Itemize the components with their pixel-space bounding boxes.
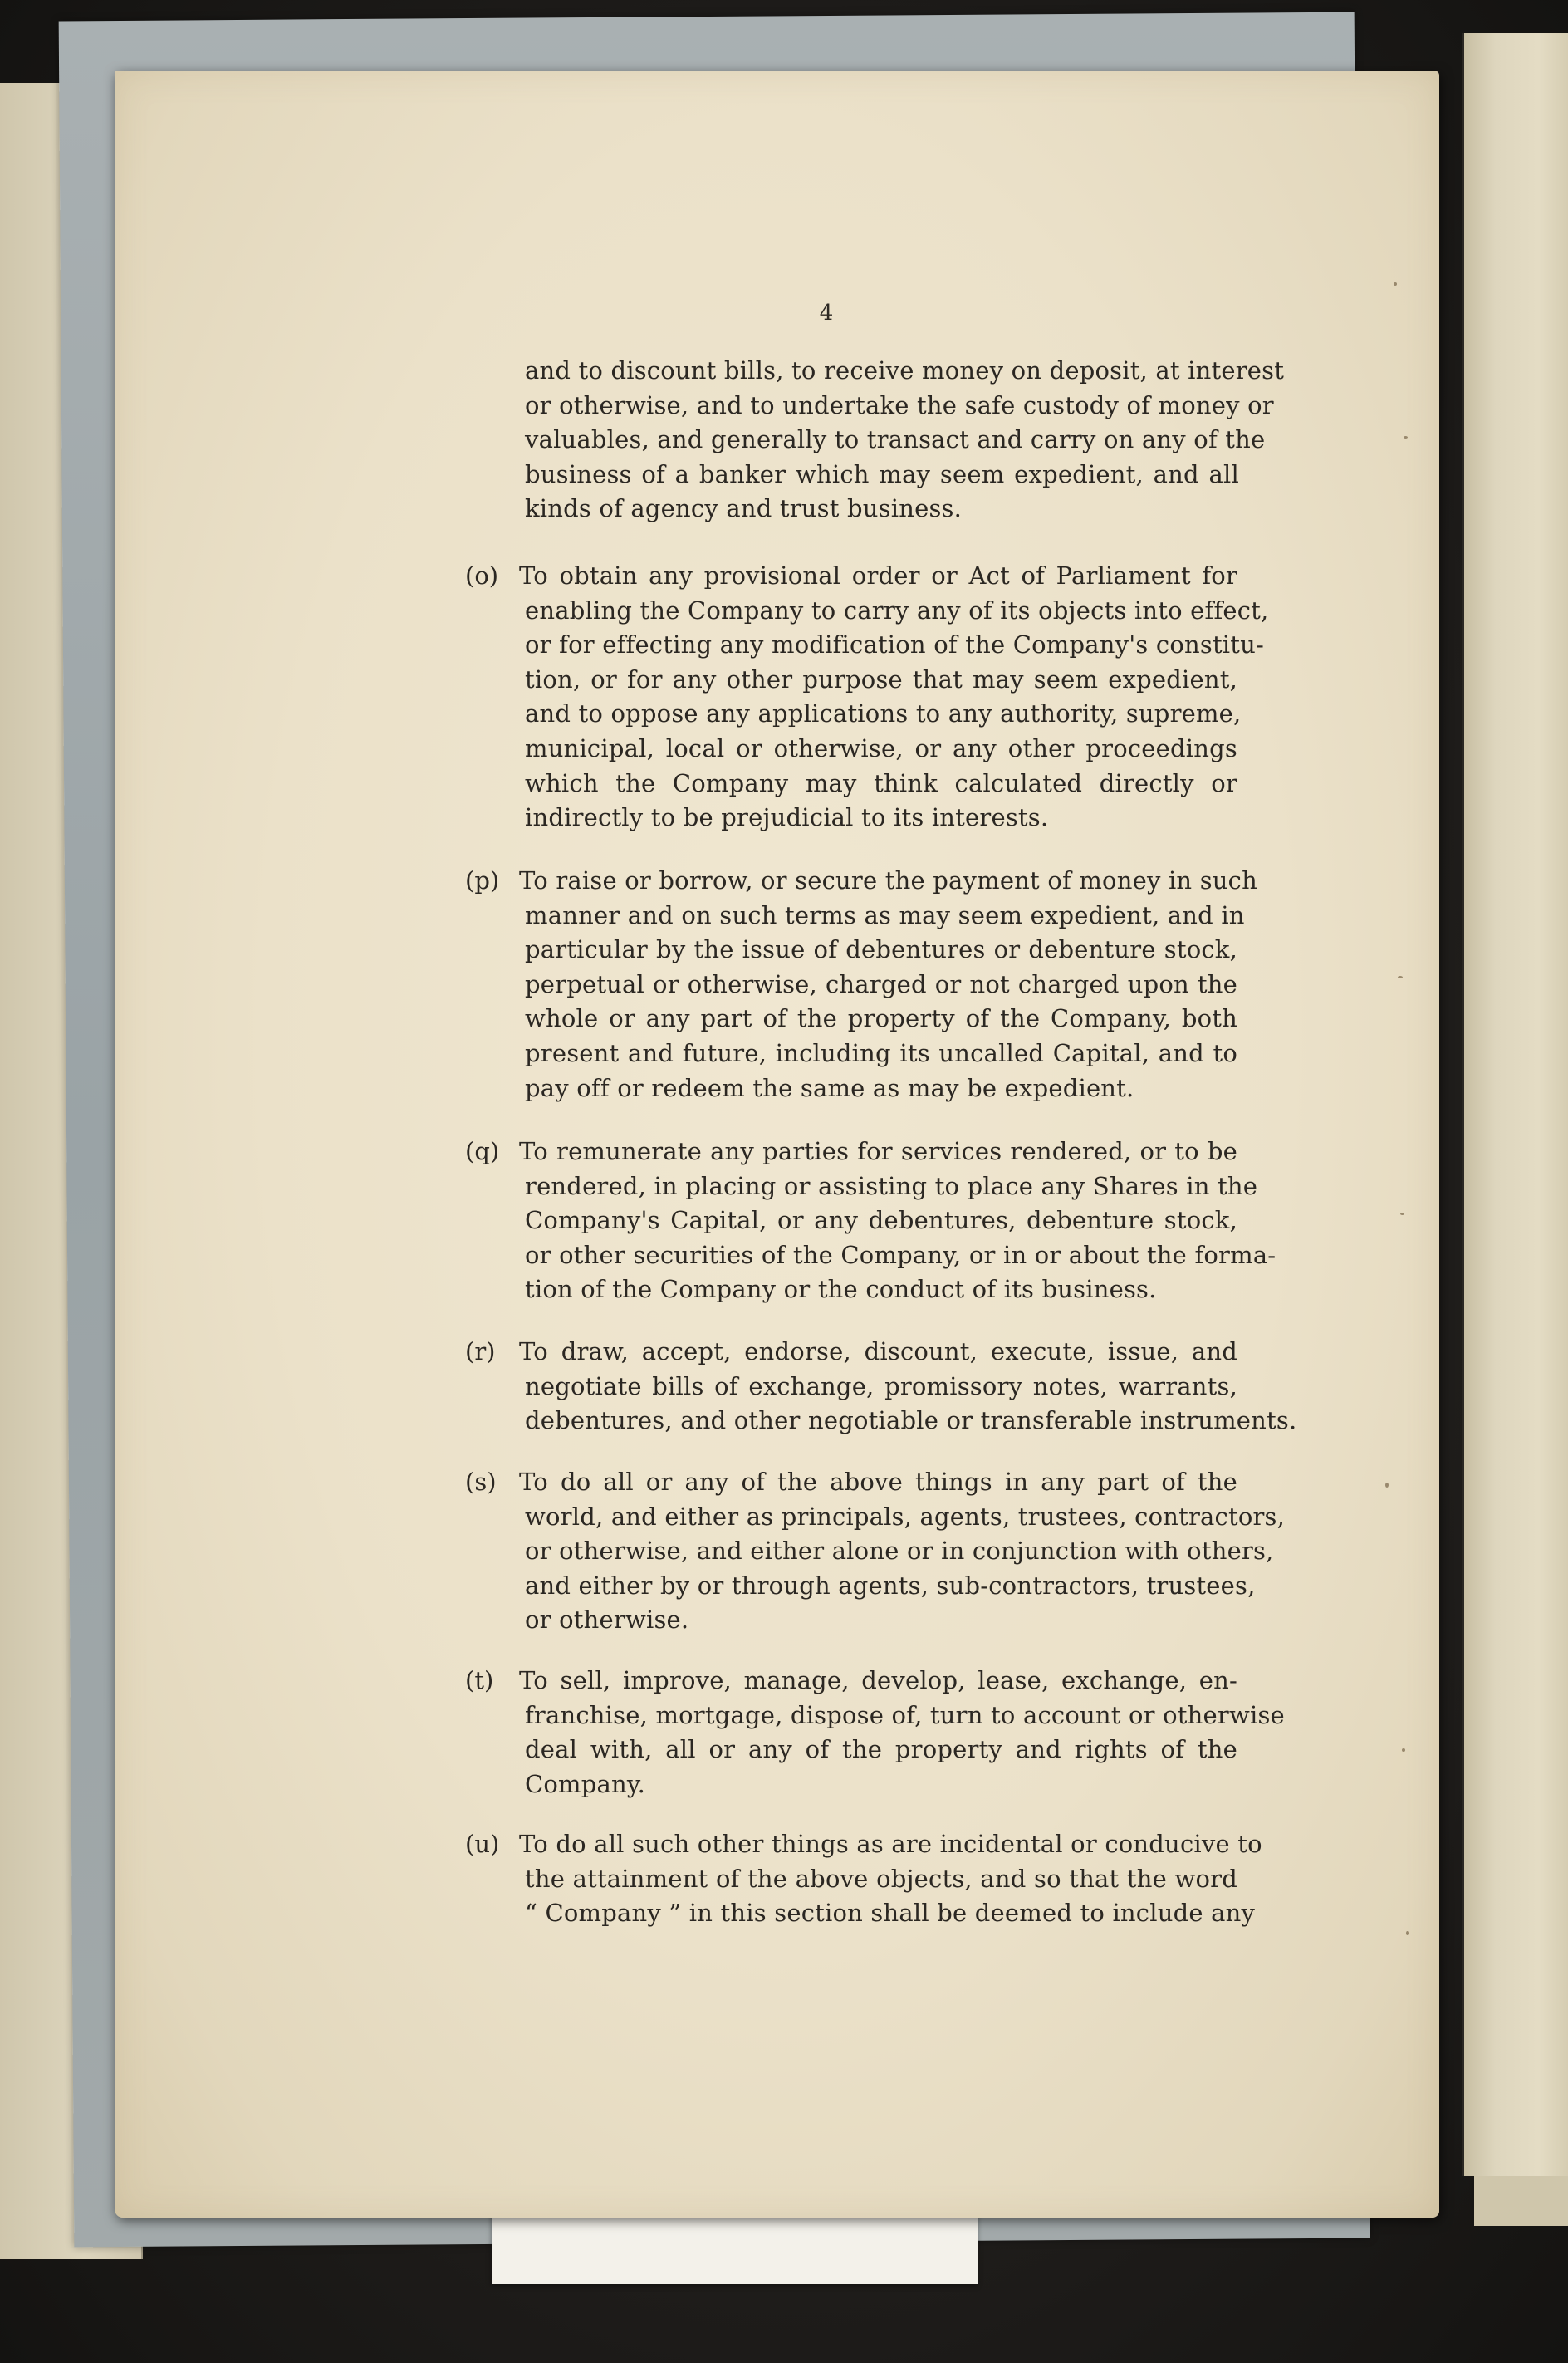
text-line: kinds of agency and trust business. <box>525 494 963 523</box>
text-line: present and future, including its uncalled Capital, and to <box>525 1038 1237 1067</box>
text-line: which the Company may think calculated directly or <box>525 768 1237 797</box>
text-line: Company. <box>525 1769 646 1798</box>
text-line: enabling the Company to carry any of its objects into effect, <box>525 596 1269 625</box>
text-line: To obtain any provisional order or Act of Parliament for <box>519 561 1237 590</box>
text-line: or for effecting any modification of the Company's constitu- <box>525 630 1265 659</box>
text-line: franchise, mortgage, dispose of, turn to account or otherwise <box>525 1700 1285 1729</box>
text-line: tion, or for any other purpose that may seem expedient, <box>525 664 1237 694</box>
text-line: manner and on such terms as may seem expedient, and in <box>525 900 1245 929</box>
foxing-spot <box>1385 1483 1389 1488</box>
clause-letter: (o) <box>465 561 499 590</box>
clause-letter: (p) <box>465 866 500 895</box>
clause-letter: (r) <box>465 1337 496 1365</box>
foxing-spot <box>1394 282 1397 286</box>
foxing-spot <box>1398 976 1403 978</box>
clause-letter: (s) <box>465 1468 497 1496</box>
text-line: negotiate bills of exchange, promissory notes, warrants, <box>525 1371 1237 1400</box>
foxing-spot <box>1406 1931 1409 1935</box>
adjacent-page-right-corner <box>1474 2176 1568 2226</box>
clause-letter: (u) <box>465 1830 500 1858</box>
text-line: and to discount bills, to receive money on deposit, at interest <box>525 356 1285 385</box>
text-line: and to oppose any applications to any authority, supreme, <box>525 699 1242 728</box>
text-line: indirectly to be prejudicial to its interests. <box>525 803 1049 832</box>
text-line: Company's Capital, or any debentures, debenture stock, <box>525 1206 1237 1235</box>
text-line: debentures, and other negotiable or transferable instruments. <box>525 1406 1297 1435</box>
text-line: To raise or borrow, or secure the payment of money in such <box>519 866 1257 895</box>
text-line: valuables, and generally to transact and carry on any of the <box>525 425 1266 454</box>
foxing-spot <box>1400 1213 1404 1215</box>
clause-letter: (q) <box>465 1137 500 1165</box>
foxing-spot <box>1402 1748 1405 1752</box>
intro-paragraph <box>525 354 1285 527</box>
text-line: tion of the Company or the conduct of its business. <box>525 1275 1157 1304</box>
text-line: pay off or redeem the same as may be expedient. <box>525 1073 1134 1102</box>
text-line: or otherwise, and either alone or in conjunction with others, <box>525 1537 1274 1566</box>
text-line: world, and either as principals, agents, trustees, contractors, <box>525 1502 1286 1531</box>
text-line: “ Company ” in this section shall be deemed to include any <box>525 1899 1256 1928</box>
text-line: To sell, improve, manage, develop, lease, exchange, en- <box>519 1666 1237 1694</box>
text-line: deal with, all or any of the property and rights of the <box>525 1735 1237 1764</box>
text-line: business of a banker which may seem expedient, and all <box>525 459 1239 488</box>
text-line: perpetual or otherwise, charged or not charged upon the <box>525 969 1237 998</box>
text-line: particular by the issue of debentures or debenture stock, <box>525 935 1237 964</box>
text-line: or other securities of the Company, or in or about the forma- <box>525 1240 1276 1269</box>
foxing-spot <box>1404 436 1408 439</box>
text-line: the attainment of the above objects, and so that the word <box>525 1864 1237 1893</box>
text-line: To do all or any of the above things in any part of the <box>519 1468 1237 1496</box>
page-number: 4 <box>819 301 834 326</box>
text-line: whole or any part of the property of the Company, both <box>525 1004 1237 1033</box>
clause-letter: (t) <box>465 1666 494 1694</box>
text-line: or otherwise. <box>525 1606 689 1635</box>
text-line: To draw, accept, endorse, discount, execute, issue, and <box>519 1337 1237 1365</box>
text-line: municipal, local or otherwise, or any other proceedings <box>525 733 1237 762</box>
text-line: or otherwise, and to undertake the safe custody of money or <box>525 390 1274 419</box>
text-line: rendered, in placing or assisting to place any Shares in the <box>525 1171 1258 1200</box>
text-line: and either by or through agents, sub-contractors, trustees, <box>525 1571 1256 1600</box>
adjacent-page-right <box>1462 33 1568 2176</box>
text-line: To remunerate any parties for services rendered, or to be <box>519 1137 1237 1165</box>
text-line: To do all such other things as are incidental or conducive to <box>519 1830 1262 1858</box>
